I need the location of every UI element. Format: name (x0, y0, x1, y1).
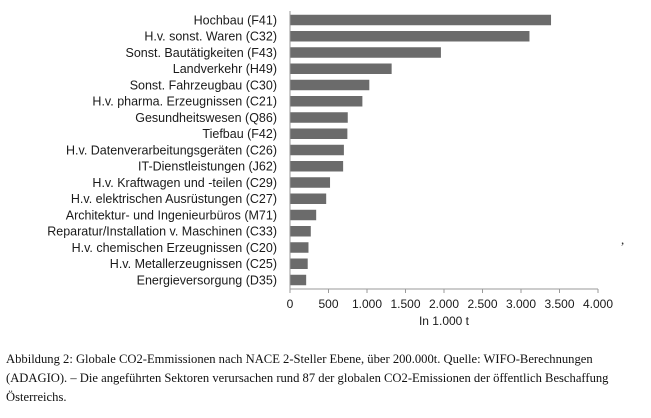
bar-1 (290, 15, 551, 26)
category-label-4: Landverkehr (H49) (172, 62, 277, 77)
bar-17 (290, 275, 306, 286)
x-tick-label-2: 500 (318, 297, 339, 311)
bar-13 (290, 210, 316, 221)
category-label-6: H.v. pharma. Erzeugnissen (C21) (92, 94, 277, 109)
category-label-10: IT-Dienstleistungen (J62) (138, 159, 277, 174)
category-label-7: Gesundheitswesen (Q86) (135, 110, 277, 125)
bar-15 (290, 242, 308, 253)
category-label-2: H.v. sonst. Waren (C32) (144, 29, 277, 44)
category-label-14: Reparatur/Installation v. Maschinen (C33) (47, 224, 277, 239)
bar-8 (290, 129, 347, 140)
x-tick-label-1: 0 (286, 297, 294, 311)
category-label-11: H.v. Kraftwagen und -teilen (C29) (92, 175, 277, 190)
x-tick-label-4: 1.500 (390, 297, 421, 311)
x-tick-label-8: 3.500 (544, 297, 575, 311)
category-label-13: Architektur- und Ingenieurbüros (M71) (65, 208, 277, 223)
bar-12 (290, 194, 326, 205)
x-tick-label-6: 2.500 (467, 297, 498, 311)
bar-2 (290, 31, 529, 42)
bar-6 (290, 96, 362, 107)
category-label-9: H.v. Datenverarbeitungsgeräten (C26) (66, 143, 277, 158)
bar-9 (290, 145, 344, 156)
bar-11 (290, 177, 330, 188)
category-label-17: Energieversorgung (D35) (136, 273, 277, 288)
x-axis-title: In 1.000 t (418, 314, 470, 328)
category-label-5: Sonst. Fahrzeugbau (C30) (129, 78, 277, 93)
bar-3 (290, 47, 441, 58)
x-tick-label-7: 3.000 (505, 297, 537, 311)
bar-4 (290, 64, 392, 75)
bar-16 (290, 259, 308, 270)
x-tick-label-9: 4.000 (582, 297, 614, 311)
stray-mark: , (621, 232, 625, 247)
category-labels (47, 13, 277, 287)
bar-14 (290, 226, 311, 237)
category-label-12: H.v. elektrischen Ausrüstungen (C27) (70, 192, 277, 207)
x-tick-label-3: 1.000 (351, 297, 383, 311)
x-ticks (287, 289, 614, 311)
x-tick-label-5: 2.000 (428, 297, 460, 311)
figure-caption: Abbildung 2: Globale CO2-Emmissionen nach NACE 2-Steller Ebene, über 200.000t. Quelle: WIFO-Berechnungen (ADAGIO). – Die angeführten Sektoren verursachen rund 87 der globalen CO2-Emissionen der öffentlich Beschaffung Österreichs. (6, 352, 609, 404)
bar-10 (290, 161, 343, 172)
category-label-1: Hochbau (F41) (193, 13, 277, 28)
category-label-16: H.v. Metallerzeugnissen (C25) (109, 257, 277, 272)
bars-group (290, 15, 551, 286)
category-label-3: Sonst. Bautätigkeiten (F43) (125, 45, 277, 60)
category-label-8: Tiefbau (F42) (202, 127, 277, 142)
bar-5 (290, 80, 369, 91)
category-label-15: H.v. chemischen Erzeugnissen (C20) (71, 240, 277, 255)
bar-7 (290, 112, 348, 123)
